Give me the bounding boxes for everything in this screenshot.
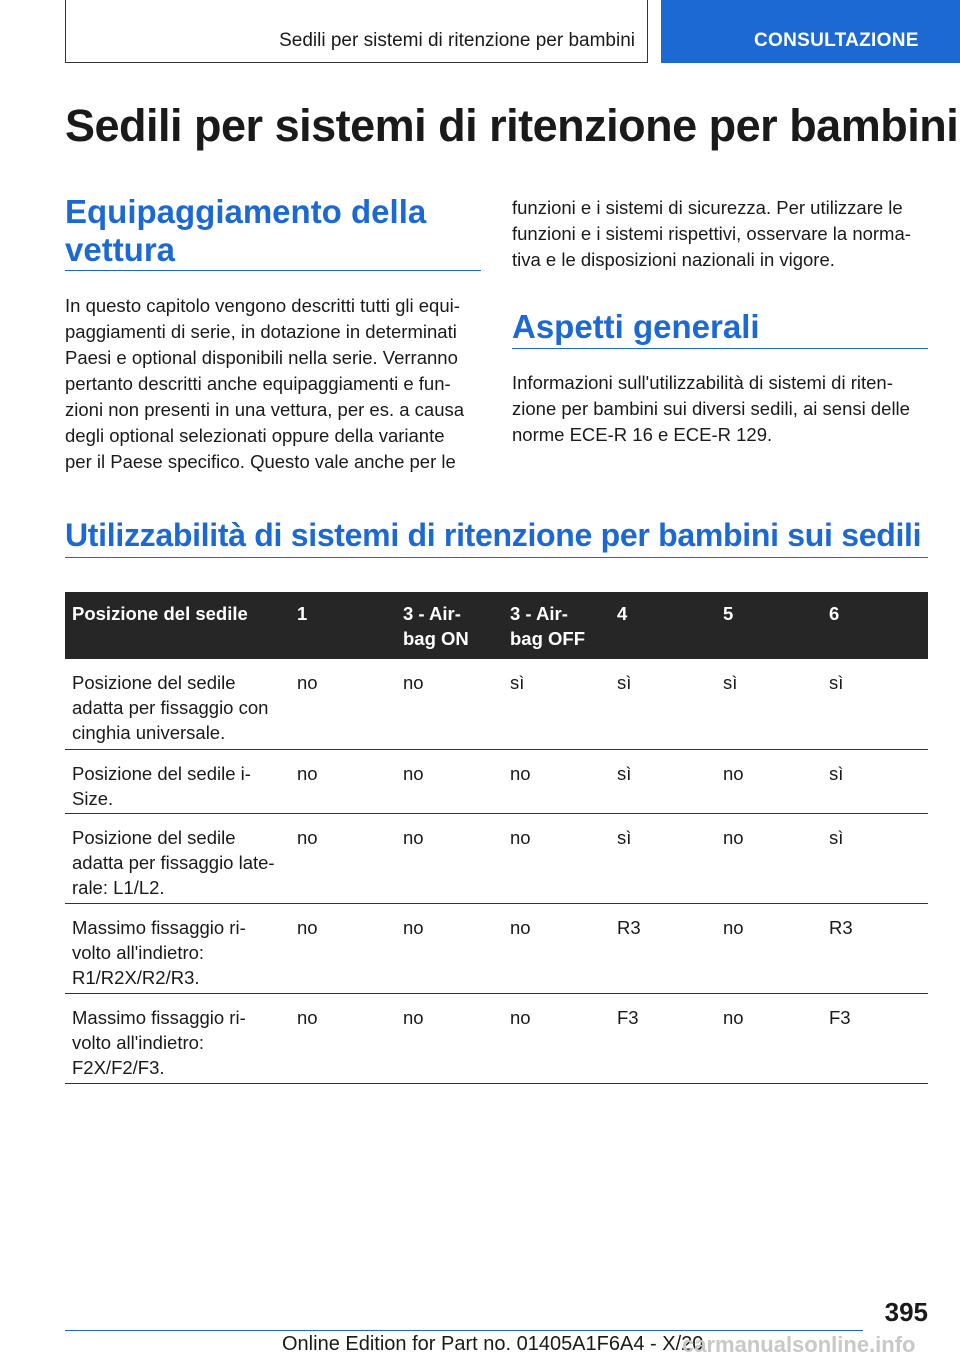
text-line: paggiamenti di serie, in dotazione in determinati [65, 321, 457, 342]
heading-line: Equipaggiamento della [65, 193, 427, 230]
section-rule [65, 557, 928, 558]
header-line: bag OFF [510, 628, 586, 649]
label-line: adatta per fissaggio con [72, 697, 269, 718]
header-line: 6 [829, 603, 840, 624]
header-line: 5 [723, 603, 734, 624]
label-line: volto all'indietro: [72, 941, 205, 963]
table-cell: no [503, 903, 610, 993]
page-number: 395 [884, 1297, 928, 1327]
label-line: volto all'indietro: [72, 1031, 205, 1053]
table-cell: no [716, 993, 822, 1083]
table-cell: no [396, 659, 503, 749]
header-line: 4 [617, 603, 628, 624]
table-cell: sì [503, 659, 610, 749]
table-header-cell [65, 592, 290, 659]
section1-paragraph [65, 293, 485, 475]
table-cell: no [290, 659, 396, 749]
header-tab-label: CONSULTAZIONE [754, 30, 919, 51]
header-line: 3 - Air- [510, 603, 568, 624]
table-cell: no [290, 993, 396, 1083]
label-line: adatta per fissaggio late- [72, 851, 275, 873]
heading-line: vettura [65, 231, 176, 268]
section-rule [512, 348, 928, 349]
header-line: bag ON [403, 628, 469, 649]
table-header-cell [716, 592, 822, 659]
label-line: F2X/F2/F3. [72, 1056, 165, 1078]
table-cell: no [396, 749, 503, 813]
table-cell: sì [822, 813, 928, 903]
label-line: Posizione del sedile [72, 672, 236, 693]
compatibility-table [65, 592, 928, 1084]
table-header-row [65, 592, 928, 659]
text-line: Paesi e optional disponibili nella serie. Verranno [65, 347, 458, 368]
table-header-cell [610, 592, 716, 659]
table-header-cell [290, 592, 396, 659]
table-cell: no [290, 749, 396, 813]
table-cell: no [503, 813, 610, 903]
text-line: pertanto descritti anche equipaggiamenti e fun- [65, 373, 451, 394]
text-line: degli optional selezionati oppure della variante [65, 425, 445, 446]
label-line: Massimo fissaggio ri- [72, 916, 246, 938]
table-row [65, 659, 928, 749]
table-header-cell [822, 592, 928, 659]
text-line: funzioni e i sistemi rispettivi, osservare la norma- [512, 223, 911, 244]
row-label [65, 749, 290, 813]
label-line: cinghia universale. [72, 722, 226, 743]
row-label [65, 903, 290, 993]
table-row [65, 749, 928, 813]
header-line: Posizione del sedile [72, 603, 248, 624]
table-cell: sì [716, 659, 822, 749]
table-cell: sì [610, 813, 716, 903]
section1-paragraph-continued [512, 195, 932, 273]
table-row [65, 993, 928, 1083]
section2-paragraph [512, 370, 932, 448]
table-cell: no [396, 903, 503, 993]
row-label [65, 813, 290, 903]
table-cell: no [503, 993, 610, 1083]
text-line: funzioni e i sistemi di sicurezza. Per utilizzare le [512, 197, 903, 218]
table-cell: sì [822, 749, 928, 813]
table-cell: R3 [822, 903, 928, 993]
table-header-cell [396, 592, 503, 659]
table-cell: no [396, 993, 503, 1083]
table-cell: sì [822, 659, 928, 749]
header-box [65, 0, 648, 63]
text-line: In questo capitolo vengono descritti tutti gli equi- [65, 295, 460, 316]
header-line: 3 - Air- [403, 603, 461, 624]
table-row [65, 903, 928, 993]
label-line: Posizione del sedile i- [72, 762, 251, 784]
row-label [65, 993, 290, 1083]
label-line: Posizione del sedile [72, 826, 236, 848]
table-cell: F3 [610, 993, 716, 1083]
table-cell: sì [610, 749, 716, 813]
footer-watermark: carmanualsonline.info [682, 1332, 916, 1357]
table-row [65, 813, 928, 903]
table-cell: R3 [610, 903, 716, 993]
text-line: Informazioni sull'utilizzabilità di sistemi di riten- [512, 372, 893, 393]
text-line: per il Paese specifico. Questo vale anche per le [65, 451, 456, 472]
text-line: tiva e le disposizioni nazionali in vigore. [512, 249, 835, 270]
page-title: Sedili per sistemi di ritenzione per bambini [65, 100, 959, 151]
label-line: Size. [72, 787, 114, 809]
footer-rule [65, 1330, 863, 1331]
table-cell: no [290, 903, 396, 993]
text-line: zioni non presenti in una vettura, per es. a causa [65, 399, 465, 420]
footer-edition: Online Edition for Part no. 01405A1F6A4 - X/20 [282, 1333, 704, 1355]
table-cell: no [716, 903, 822, 993]
text-line: zione per bambini sui diversi sedili, ai sensi delle [512, 398, 910, 419]
table-cell: sì [610, 659, 716, 749]
row-label [65, 659, 290, 749]
table-cell: no [290, 813, 396, 903]
header-title: Sedili per sistemi di ritenzione per bambini [279, 30, 635, 51]
table-cell: no [716, 749, 822, 813]
table-cell: no [716, 813, 822, 903]
table-header-cell [503, 592, 610, 659]
section-rule [65, 270, 481, 271]
label-line: rale: L1/L2. [72, 876, 165, 898]
header-line: 1 [297, 603, 308, 624]
label-line: R1/R2X/R2/R3. [72, 966, 200, 988]
table-cell: F3 [822, 993, 928, 1083]
header-tab-consultazione[interactable] [661, 0, 960, 63]
section-heading-aspetti-generali: Aspetti generali [512, 308, 760, 345]
table-cell: no [503, 749, 610, 813]
label-line: Massimo fissaggio ri- [72, 1006, 246, 1028]
table-cell: no [396, 813, 503, 903]
text-line: norme ECE-R 16 e ECE-R 129. [512, 424, 773, 445]
section-heading-utilizzabilita: Utilizzabilità di sistemi di ritenzione per bambini sui sedili [65, 517, 922, 553]
section-heading-equipaggiamento [65, 193, 426, 269]
